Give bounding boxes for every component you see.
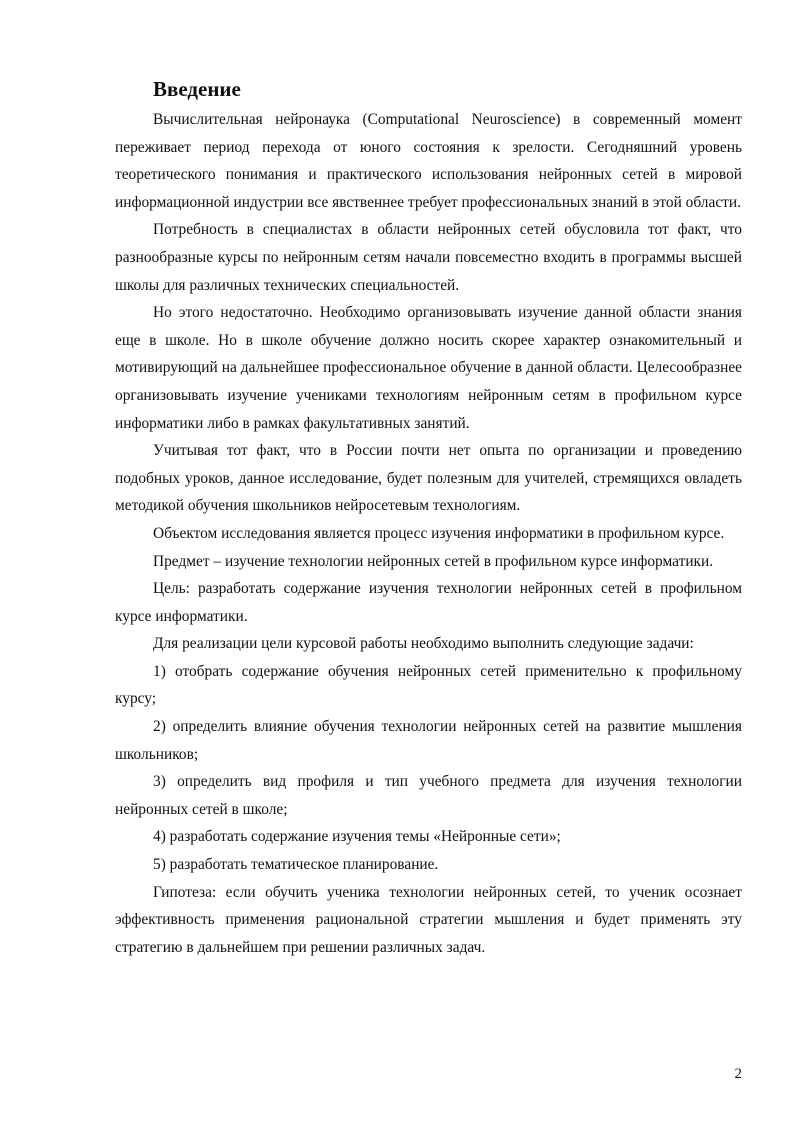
paragraph-subject: Предмет – изучение технологии нейронных сетей в профильном курсе информатики.	[153, 552, 714, 570]
task-item-1: 1) отобрать содержание обучения нейронных сетей применительно к профильному курсу;	[115, 662, 742, 708]
paragraph-object: Объектом исследования является процесс изучения информатики в профильном курсе.	[153, 524, 725, 542]
page-content	[115, 74, 742, 961]
paragraph-goal: Цель: разработать содержание изучения технологии нейронных сетей в профильном курсе информатики.	[115, 580, 742, 625]
paragraph-intro: Вычислительная нейронаука (Computational Neuroscience) в современный момент переживает период перехода от юного состояния к зрелости. Сегодняшний уровень теоретического понимания и практического использования нейронных сетей в мировой информационной индустрии все явственнее требует профессиональных знаний в этой области.	[115, 111, 742, 211]
paragraph-need: Потребность в специалистах в области нейронных сетей обусловила тот факт, что разнообразные курсы по нейронным сетям начали повсеместно входить в программы высшей школы для различных технических специальностей.	[115, 221, 742, 294]
paragraph-school: Но этого недостаточно. Необходимо организовывать изучение данной области знания еще в школе. Но в школе обучение должно носить скорее характер ознакомительный и мотивирующий на дальнейшее профессиональное обучение в данной области. Целесообразнее организовывать изучение учениками технологиям нейронным сетям в профильном курсе информатики либо в рамках факультативных занятий.	[115, 304, 742, 432]
task-item-4: 4) разработать содержание изучения темы «Нейронные сети»;	[153, 828, 561, 846]
task-item-2: 2) определить влияние обучения технологии нейронных сетей на развитие мышления школьников;	[115, 718, 742, 763]
paragraph-russia: Учитывая тот факт, что в России почти нет опыта по организации и проведению подобных уроков, данное исследование, будет полезным для учителей, стремящихся овладеть методикой обучения школьников нейросетевым технологиям.	[115, 442, 742, 515]
paragraph-hypothesis: Гипотеза: если обучить ученика технологии нейронных сетей, то ученик осознает эффективность применения рациональной стратегии мышления и будет применять эту стратегию в дальнейшем при решении различных задач.	[115, 883, 742, 956]
paragraph-tasks-intro: Для реализации цели курсовой работы необходимо выполнить следующие задачи:	[153, 635, 694, 653]
section-heading: Введение	[153, 77, 241, 101]
page-number: 2	[734, 1066, 742, 1082]
task-item-5: 5) разработать тематическое планирование.	[153, 856, 439, 874]
task-item-3: 3) определить вид профиля и тип учебного предмета для изучения технологии нейронных сетей в школе;	[115, 773, 742, 818]
